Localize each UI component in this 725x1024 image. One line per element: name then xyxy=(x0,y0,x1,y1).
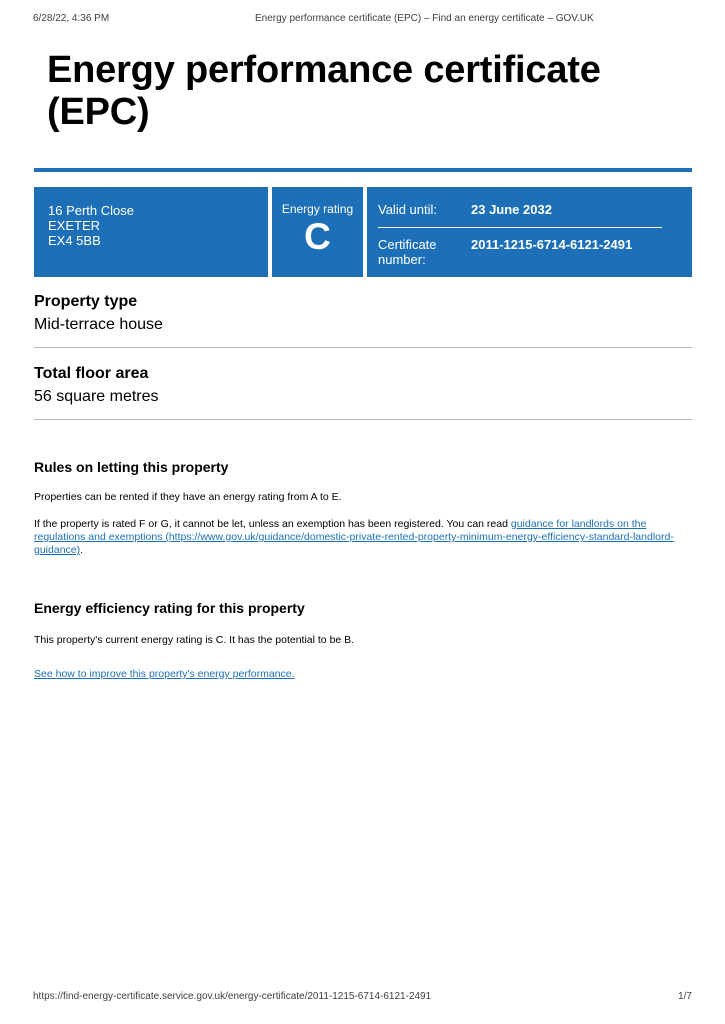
page-title: Energy performance certificate (EPC) xyxy=(47,49,601,133)
efficiency-paragraph: This property's current energy rating is C. It has the potential to be B. xyxy=(34,634,355,646)
blue-divider xyxy=(34,168,692,172)
rules-paragraph-1: Properties can be rented if they have an energy rating from A to E. xyxy=(34,491,342,503)
rules-paragraph-2-prefix: If the property is rated F or G, it cannot be let, unless an exemption has been registered. You can read xyxy=(34,518,511,530)
energy-rating-label: Energy rating xyxy=(281,202,354,216)
valid-until-value: 23 June 2032 xyxy=(471,202,552,217)
footer-page-indicator: 1/7 xyxy=(678,991,692,1002)
footer-url: https://find-energy-certificate.service.gov.uk/energy-certificate/2011-1215-6714-6121-2491 xyxy=(33,991,432,1002)
certificate-number-row xyxy=(378,237,662,267)
improve-performance-paragraph xyxy=(34,668,692,681)
print-doc-title: Energy performance certificate (EPC) – Find an energy certificate – GOV.UK xyxy=(255,13,594,24)
property-type-heading: Property type xyxy=(34,293,138,310)
landlord-guidance-link[interactable]: guidance for landlords on the regulations and exemptions (https://www.gov.uk/guidance/domestic-private-rented-property-minimum-energy-efficiency-standard-landlord-guidance) xyxy=(34,518,674,556)
efficiency-heading: Energy efficiency rating for this property xyxy=(34,600,305,616)
address-line-1: 16 Perth Close xyxy=(48,203,134,218)
validity-box xyxy=(367,187,692,277)
section-divider-1 xyxy=(34,347,692,348)
summary-banner xyxy=(34,187,692,277)
total-floor-area-heading: Total floor area xyxy=(34,365,149,382)
energy-rating-value: C xyxy=(304,216,331,257)
energy-rating-box xyxy=(272,187,363,277)
rules-heading: Rules on letting this property xyxy=(34,459,229,475)
improve-performance-link[interactable]: See how to improve this property's energy performance. xyxy=(34,668,295,680)
valid-until-row xyxy=(378,202,662,217)
total-floor-area-value: 56 square metres xyxy=(34,388,159,405)
property-type-value: Mid-terrace house xyxy=(34,316,163,333)
certificate-number-label: Certificate number: xyxy=(378,237,437,267)
address-line-3: EX4 5BB xyxy=(48,233,101,248)
rules-paragraph-2 xyxy=(34,518,692,557)
address-line-2: EXETER xyxy=(48,218,101,233)
valid-until-label: Valid until: xyxy=(378,202,438,217)
address-box xyxy=(34,187,268,277)
certificate-number-value: 2011-1215-6714-6121-2491 xyxy=(471,237,633,252)
validity-divider xyxy=(378,227,662,228)
print-datetime: 6/28/22, 4:36 PM xyxy=(33,13,110,24)
rules-paragraph-2-suffix: . xyxy=(80,544,84,556)
section-divider-2 xyxy=(34,419,692,420)
